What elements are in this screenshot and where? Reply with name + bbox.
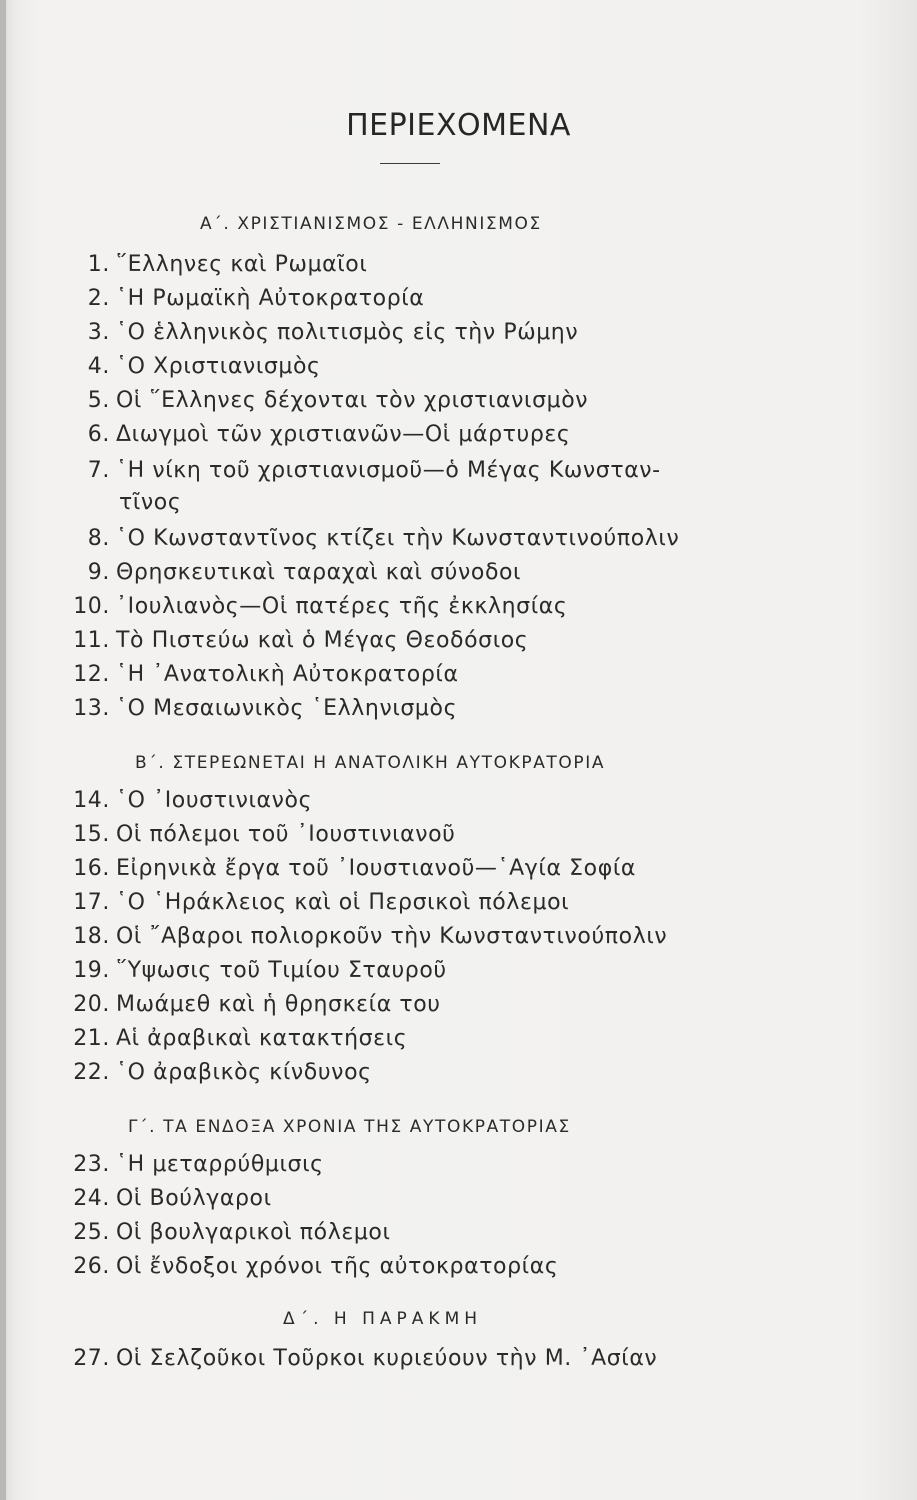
toc-entry-title: Τὸ Πιστεύω καὶ ὁ Μέγας Θεοδόσιος [116,628,529,653]
toc-entry-number: 24. [73,1186,110,1211]
toc-entry-title: Οἱ Βούλγαροι [116,1186,272,1211]
toc-entry-8 [58,524,679,554]
toc-entry-title: ῾Ο ἀραβικὸς κίνδυνος [116,1060,372,1085]
toc-entry-number: 7. [87,458,110,483]
title-underline-rule [380,163,440,164]
section-heading-d: Δ΄. Η ΠΑΡΑΚΜΗ [283,1309,483,1329]
toc-entry-26 [58,1252,558,1282]
toc-entry-number: 19. [73,958,110,983]
toc-entry-16 [58,854,636,884]
toc-entry-4 [58,352,321,382]
toc-entry-title: ῾Ο ᾿Ιουστινιανὸς [116,788,313,813]
toc-entry-title: ῾Η Ρωμαϊκὴ Αὐτοκρατορία [116,286,425,311]
toc-entry-title: ῾Η ᾿Ανατολικὴ Αὐτοκρατορία [116,662,459,687]
toc-entry-17 [58,888,569,918]
toc-entry-number: 9. [87,560,110,585]
toc-entry-6 [58,420,570,450]
toc-entry-title: Μωάμεθ καὶ ἡ θρησκεία του [116,992,441,1017]
toc-entry-10 [58,592,567,622]
toc-entry-number: 25. [73,1220,110,1245]
toc-entry-title: Οἱ ῎Αβαροι πολιορκοῦν τὴν Κωνσταντινούπολιν [116,924,668,949]
toc-entry-18 [58,922,667,952]
section-heading-b: Β΄. ΣΤΕΡΕΩΝΕΤΑΙ Η ΑΝΑΤΟΛΙΚΗ ΑΥΤΟΚΡΑΤΟΡΙΑ [135,753,606,773]
page-spine-shadow [0,0,6,1500]
toc-entry-12 [58,660,459,690]
toc-entry-number: 6. [87,422,110,447]
toc-entry-title: Οἱ Σελζοῦκοι Τοῦρκοι κυριεύουν τὴν Μ. ᾿Ασίαν [116,1346,658,1371]
toc-entry-title: Εἰρηνικὰ ἔργα τοῦ ᾿Ιουστιανοῦ—῾Αγία Σοφία [116,856,636,881]
toc-entry-number: 14. [73,788,110,813]
toc-entry-3 [58,318,578,348]
toc-entry-title: ῾Ο Χριστιανισμὸς [116,354,321,379]
toc-entry-title: Διωγμοὶ τῶν χριστιανῶν—Οἱ μάρτυρες [116,422,571,447]
toc-entry-number: 27. [73,1346,110,1371]
toc-entry-1 [58,250,367,280]
toc-entry-number: 20. [73,992,110,1017]
toc-entry-number: 16. [73,856,110,881]
toc-entry-7-continuation: τῖνος [119,490,182,515]
toc-entry-title: ῾Ο ῾Ηράκλειος καὶ οἱ Περσικοὶ πόλεμοι [116,890,570,915]
toc-entry-title: Οἱ πόλεμοι τοῦ ᾿Ιουστινιανοῦ [116,822,456,847]
toc-entry-20 [58,990,441,1020]
toc-entry-number: 1. [87,252,110,277]
toc-entry-title: ῾Ο ἑλληνικὸς πολιτισμὸς εἰς τὴν Ρώμην [116,320,579,345]
toc-entry-number: 17. [73,890,110,915]
toc-entry-title: ῾Ο Μεσαιωνικὸς ῾Ελληνισμὸς [116,696,458,721]
toc-entry-number: 21. [73,1026,110,1051]
toc-entry-title: ῾Η μεταρρύθμισις [116,1152,324,1177]
toc-entry-23 [58,1150,324,1180]
toc-entry-27 [58,1344,657,1374]
toc-entry-title: ῞Υψωσις τοῦ Τιμίου Σταυροῦ [116,958,447,983]
toc-entry-number: 23. [73,1152,110,1177]
toc-entry-7 [58,456,661,486]
toc-entry-title: Οἱ βουλγαρικοὶ πόλεμοι [116,1220,391,1245]
toc-entry-number: 3. [87,320,110,345]
toc-entry-title: Θρησκευτικαὶ ταραχαὶ καὶ σύνοδοι [116,560,522,585]
toc-entry-9 [58,558,521,588]
toc-entry-number: 18. [73,924,110,949]
toc-entry-11 [58,626,528,656]
toc-entry-5 [58,386,588,416]
toc-entry-2 [58,284,424,314]
toc-entry-title: ᾿Ιουλιανὸς—Οἱ πατέρες τῆς ἐκκλησίας [116,594,568,619]
toc-entry-24 [58,1184,272,1214]
toc-entry-number: 12. [73,662,110,687]
toc-entry-22 [58,1058,372,1088]
section-heading-a: Α΄. ΧΡΙΣΤΙΑΝΙΣΜΟΣ - ΕΛΛΗΝΙΣΜΟΣ [200,214,542,234]
toc-entry-number: 5. [87,388,110,413]
toc-entry-25 [58,1218,391,1248]
toc-entry-number: 15. [73,822,110,847]
toc-entry-title: ῾Η νίκη τοῦ χριστιανισμοῦ—ὁ Μέγας Κωνσταν- [116,458,661,483]
toc-entry-number: 10. [73,594,110,619]
toc-entry-title: ῾Ο Κωνσταντῖνος κτίζει τὴν Κωνσταντινούπολιν [116,526,680,551]
toc-entry-title: Οἱ ῞Ελληνες δέχονται τὸν χριστιανισμὸν [116,388,589,413]
page-title: ΠΕΡΙΕΧΟΜΕΝΑ [346,108,571,143]
toc-entry-21 [58,1024,407,1054]
toc-entry-title: Οἱ ἔνδοξοι χρόνοι τῆς αὐτοκρατορίας [116,1254,559,1279]
toc-entry-number: 22. [73,1060,110,1085]
section-heading-c: Γ΄. ΤΑ ΕΝΔΟΞΑ ΧΡΟΝΙΑ ΤΗΣ ΑΥΤΟΚΡΑΤΟΡΙΑΣ [128,1117,571,1137]
toc-entry-number: 13. [73,696,110,721]
toc-entry-number: 4. [87,354,110,379]
toc-entry-title: Αἱ ἀραβικαὶ κατακτήσεις [116,1026,408,1051]
toc-entry-number: 26. [73,1254,110,1279]
toc-entry-number: 2. [87,286,110,311]
toc-entry-14 [58,786,312,816]
toc-entry-title: ῞Ελληνες καὶ Ρωμαῖοι [116,252,368,277]
toc-entry-number: 8. [87,526,110,551]
toc-entry-13 [58,694,457,724]
toc-entry-number: 11. [73,628,110,653]
toc-entry-19 [58,956,447,986]
toc-entry-15 [58,820,456,850]
